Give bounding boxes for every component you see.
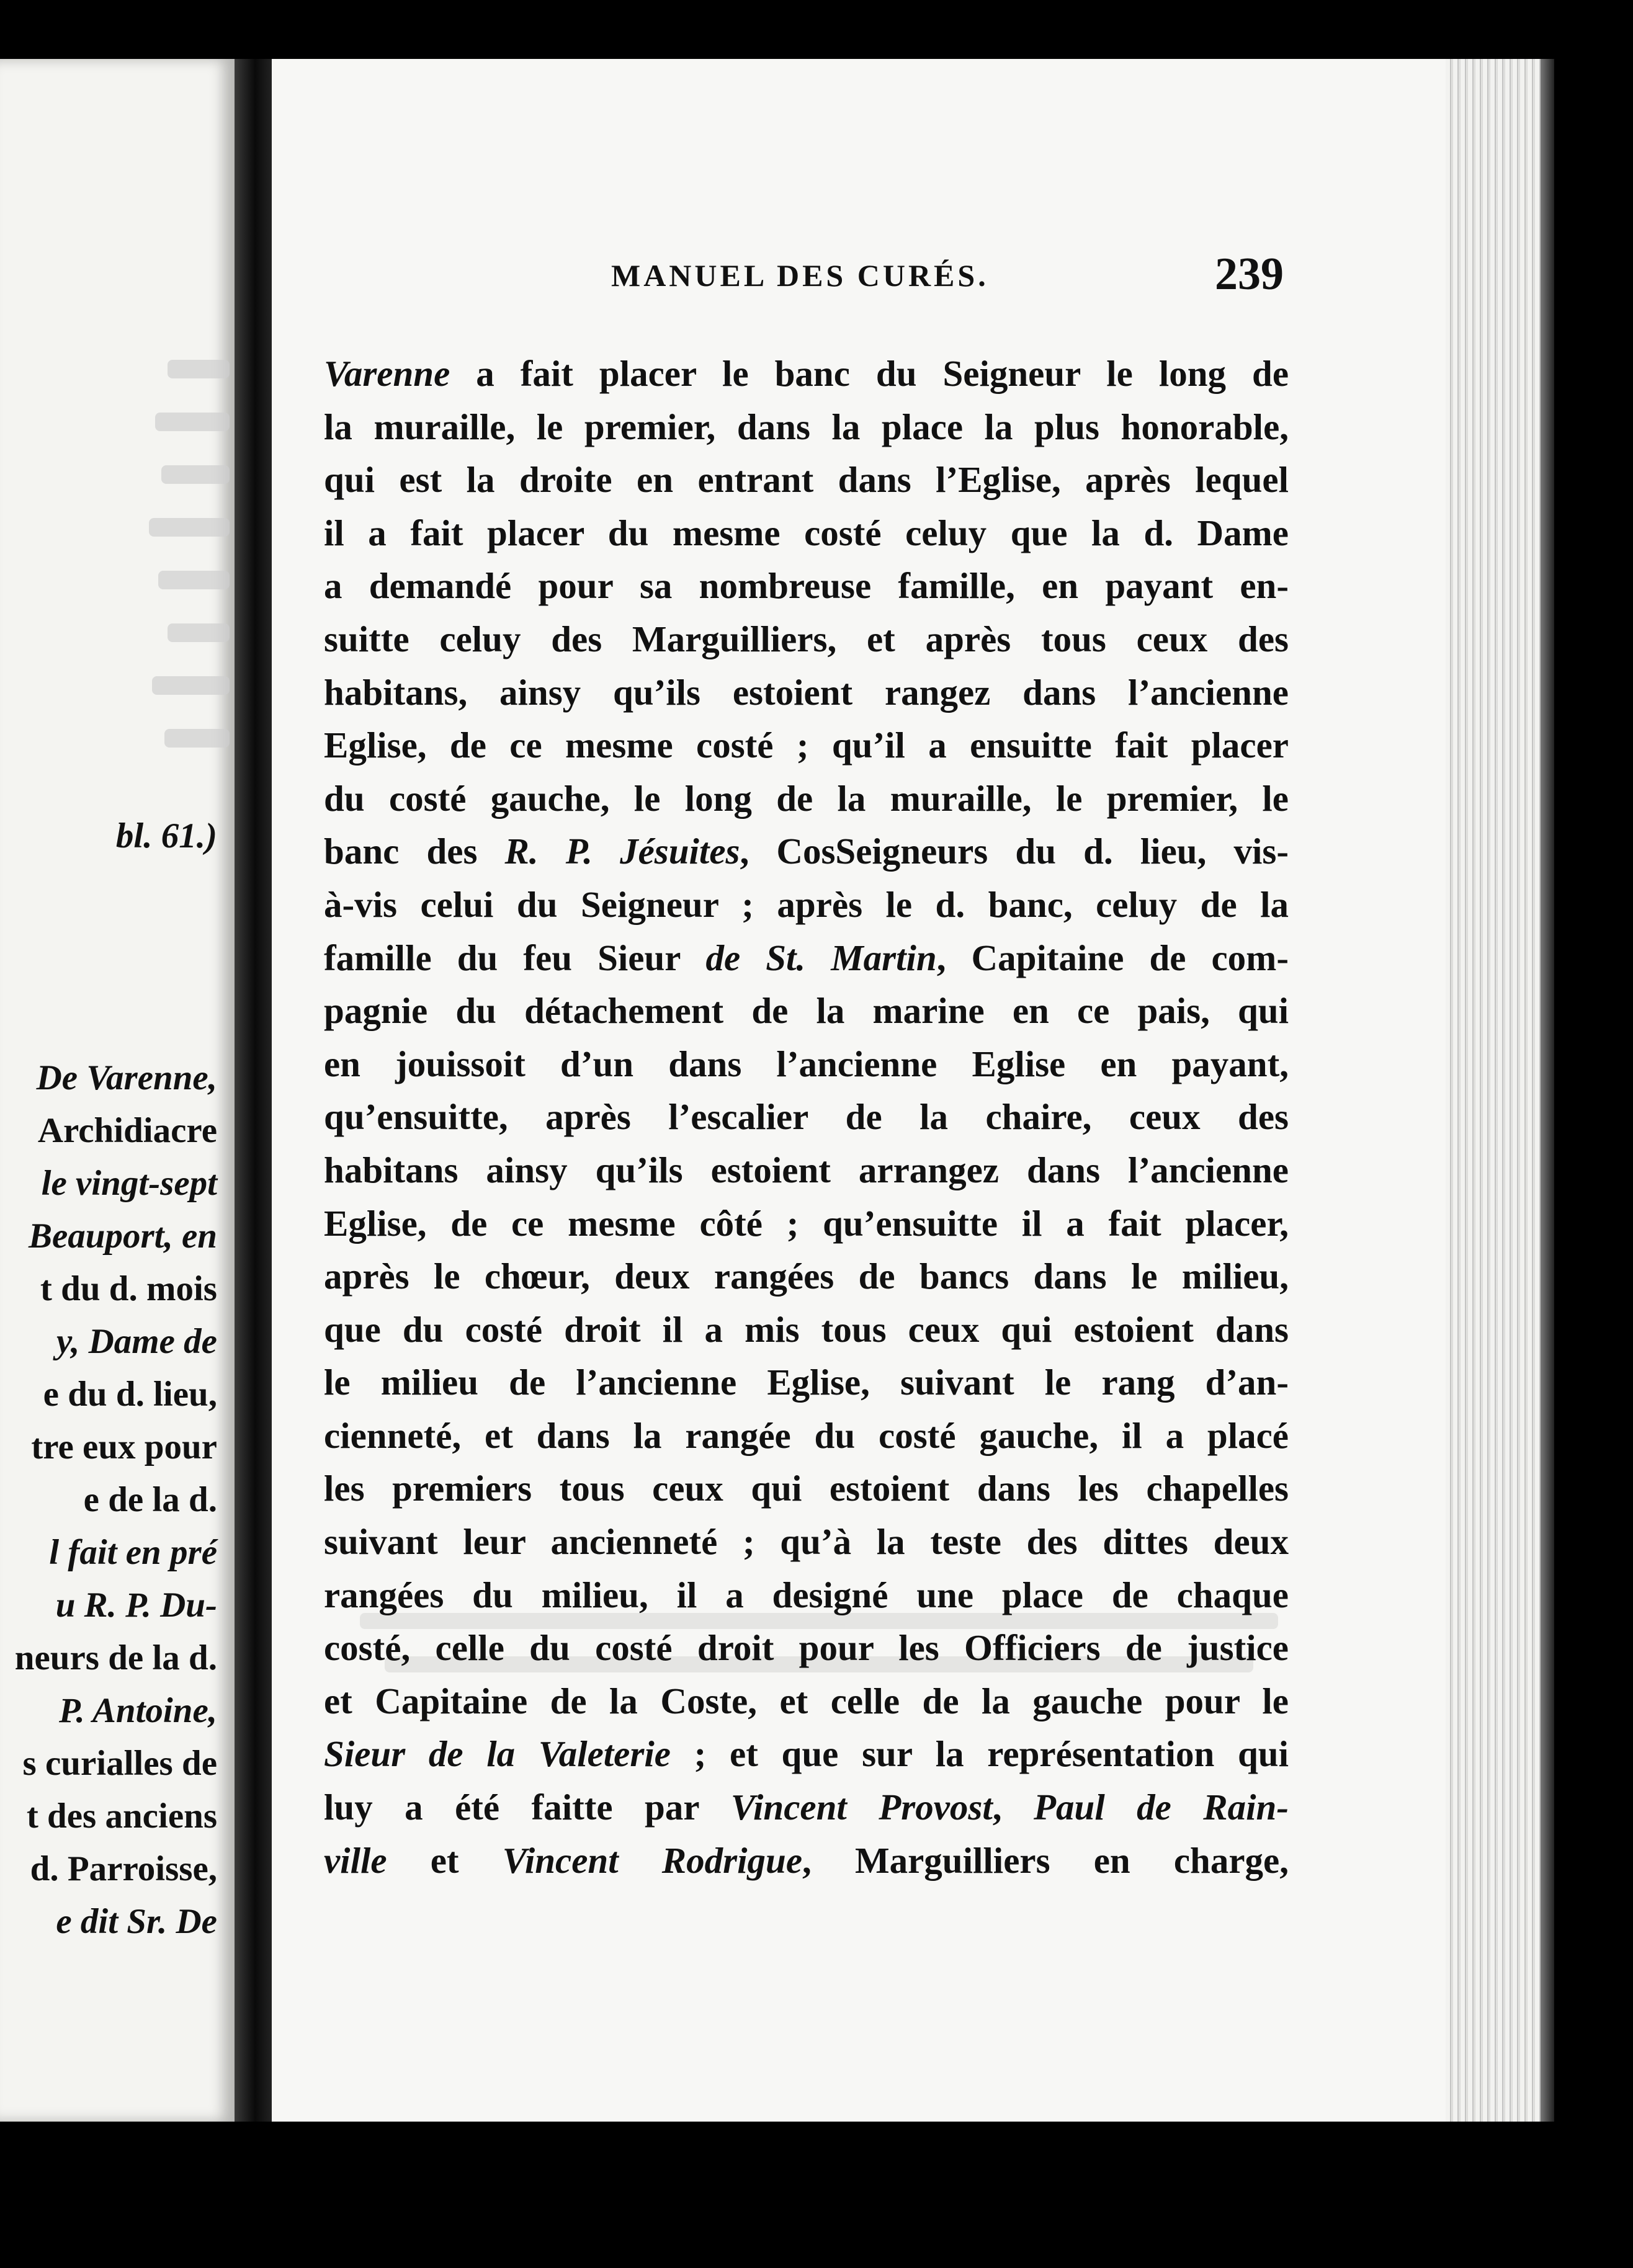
left-line: t du d. mois — [40, 1269, 217, 1308]
text-line: qui est la droite en entrant dans l’Eglise, après lequel — [324, 459, 1289, 501]
text-line: pagnie du détachement de la marine en ce pais, qui — [324, 990, 1289, 1032]
scan-border-right — [1554, 59, 1633, 2122]
left-line: P. Antoine, — [59, 1691, 217, 1730]
left-line: De Varenne, — [36, 1058, 217, 1097]
left-line: e du d. lieu, — [43, 1375, 217, 1414]
text-line: ville et Vincent Rodrigue, Marguilliers en charge, — [324, 1839, 1289, 1881]
left-line: l fait en pré — [49, 1533, 217, 1572]
text-line: Varenne a fait placer le banc du Seigneur le long de — [324, 353, 1289, 394]
text-line: a demandé pour sa nombreuse famille, en payant en- — [324, 565, 1289, 607]
text-line: en jouissoit d’un dans l’ancienne Eglise en payant, — [324, 1043, 1289, 1084]
text-line: que du costé droit il a mis tous ceux qui estoient dans — [324, 1308, 1289, 1350]
text-line: cienneté, et dans la rangée du costé gauche, il a placé — [324, 1414, 1289, 1456]
book-gutter — [235, 59, 272, 2122]
text-line: après le chœur, deux rangées de bancs dans le milieu, — [324, 1256, 1289, 1297]
text-line: famille du feu Sieur de St. Martin, Capitaine de com- — [324, 937, 1289, 978]
text-line: costé, celle du costé droit pour les Officiers de justice — [324, 1627, 1289, 1669]
text-line: les premiers tous ceux qui estoient dans les chapelles — [324, 1468, 1289, 1509]
text-line: et Capitaine de la Coste, et celle de la gauche pour le — [324, 1680, 1289, 1721]
left-line: u R. P. Du- — [55, 1586, 217, 1625]
text-line: du costé gauche, le long de la muraille, le premier, le — [324, 777, 1289, 819]
text-line: le milieu de l’ancienne Eglise, suivant le rang d’an- — [324, 1362, 1289, 1403]
running-header: MANUEL DES CURÉS. — [611, 258, 989, 293]
left-line: y, Dame de — [56, 1322, 217, 1361]
scan-border-top — [0, 0, 1633, 59]
left-line: d. Parroisse, — [30, 1849, 217, 1888]
left-line: Beauport, en — [28, 1217, 217, 1256]
text-line: rangées du milieu, il a designé une place de chaque — [324, 1574, 1289, 1615]
left-page-fragment — [0, 59, 235, 2122]
text-line: banc des R. P. Jésuites, CosSeigneurs du d. lieu, vis- — [324, 831, 1289, 872]
body-text — [324, 347, 1289, 1887]
text-line: Eglise, de ce mesme côté ; qu’ensuitte il a fait placer, — [324, 1202, 1289, 1244]
left-line: bl. 61.) — [115, 816, 217, 855]
left-line: t des anciens — [26, 1797, 217, 1836]
left-line: e de la d. — [83, 1480, 217, 1519]
text-line: il a fait placer du mesme costé celuy que la d. Dame — [324, 512, 1289, 553]
text-line: Eglise, de ce mesme costé ; qu’il a ensuitte fait placer — [324, 725, 1289, 766]
scan-border-bottom — [0, 2122, 1633, 2268]
left-line: le vingt-sept — [41, 1164, 217, 1203]
left-line: Archidiacre — [37, 1111, 217, 1150]
page-number: 239 — [1215, 249, 1284, 300]
left-line: s curialles de — [22, 1744, 217, 1783]
text-line: suivant leur ancienneté ; qu’à la teste des dittes deux — [324, 1521, 1289, 1563]
text-line: à-vis celui du Seigneur ; après le d. banc, celuy de la — [324, 883, 1289, 925]
left-page-text — [0, 59, 235, 2122]
text-line: Sieur de la Valeterie ; et que sur la représentation qui — [324, 1733, 1289, 1775]
text-line: habitans, ainsy qu’ils estoient rangez dans l’ancienne — [324, 671, 1289, 713]
text-line: suitte celuy des Marguilliers, et après tous ceux des — [324, 618, 1289, 659]
text-line: qu’ensuitte, après l’escalier de la chaire, ceux des — [324, 1096, 1289, 1138]
left-line: neurs de la d. — [14, 1638, 217, 1677]
text-line: la muraille, le premier, dans la place la plus honorable, — [324, 406, 1289, 447]
left-line: e dit Sr. De — [56, 1902, 217, 1941]
text-line: luy a été faitte par Vincent Provost, Paul de Rain- — [324, 1787, 1289, 1828]
page-edges — [1446, 59, 1554, 2122]
left-line: tre eux pour — [31, 1427, 217, 1467]
text-line: habitans ainsy qu’ils estoient arrangez dans l’ancienne — [324, 1149, 1289, 1190]
